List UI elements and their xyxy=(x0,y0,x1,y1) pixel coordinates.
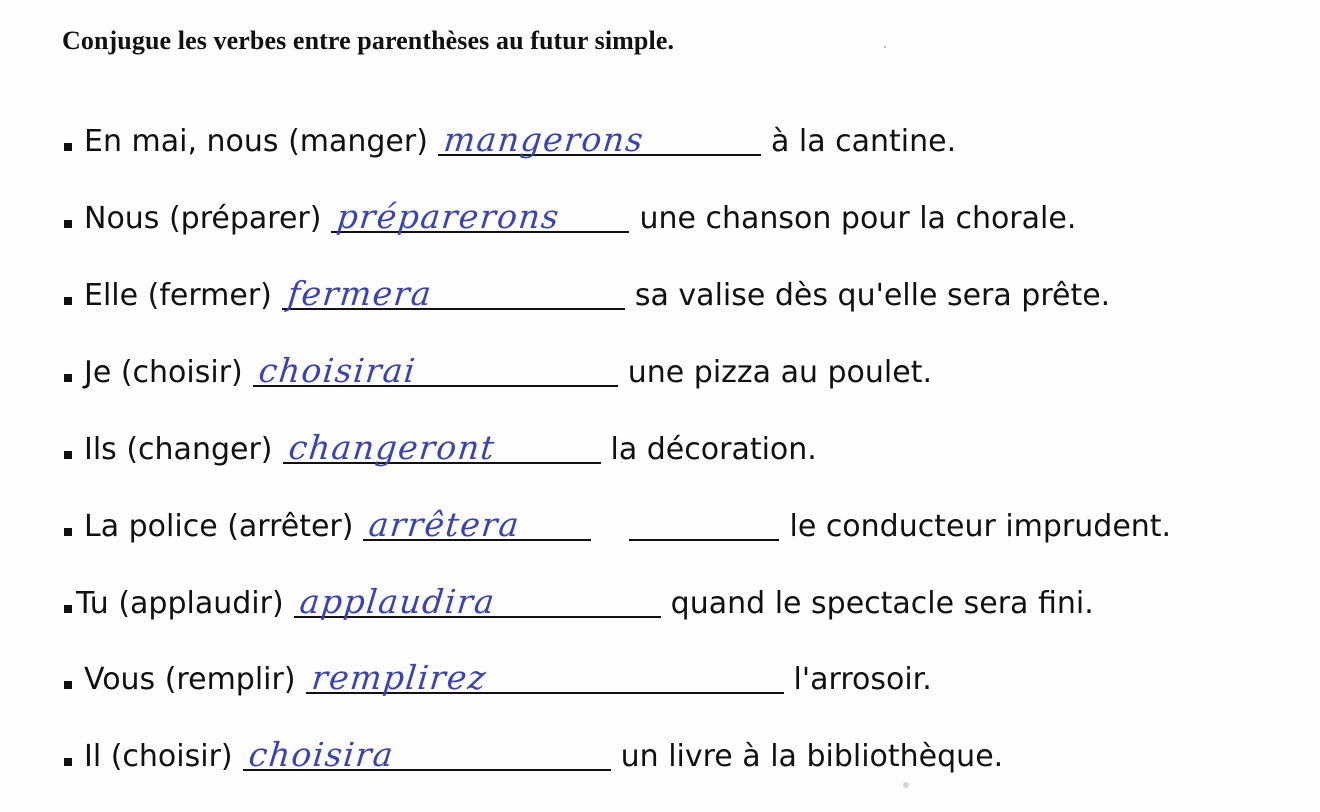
sentence-start: Ils (changer) xyxy=(84,432,273,467)
sentence-start: Vous (remplir) xyxy=(84,662,296,697)
answer-blank[interactable] xyxy=(306,644,784,697)
exercise-item xyxy=(64,562,1094,622)
exercise-item xyxy=(64,331,932,391)
sentence-start: La police (arrêter) xyxy=(84,509,354,544)
sentence-end: une pizza au poulet. xyxy=(627,355,932,390)
handwritten-answer: mangerons xyxy=(441,120,647,159)
scan-speck xyxy=(903,782,909,788)
sentence-end: à la cantine. xyxy=(770,124,957,159)
bullet-icon xyxy=(64,528,72,536)
handwritten-answer: fermera xyxy=(285,274,435,313)
answer-blank[interactable] xyxy=(283,414,601,467)
exercise-item xyxy=(64,485,1171,545)
sentence-end: l'arrosoir. xyxy=(793,662,932,697)
bullet-icon xyxy=(64,220,72,228)
sentence-start: Elle (fermer) xyxy=(84,278,272,313)
sentence-end: quand le spectacle sera fini. xyxy=(670,586,1094,621)
bullet-icon xyxy=(64,681,72,689)
answer-blank[interactable] xyxy=(282,260,625,313)
sentence-start: Il (choisir) xyxy=(84,739,233,774)
handwritten-answer: applaudira xyxy=(297,582,498,621)
exercise-item xyxy=(64,638,932,698)
bullet-icon xyxy=(64,451,72,459)
handwritten-answer: choisira xyxy=(246,735,396,774)
handwritten-answer: remplirez xyxy=(309,658,489,697)
exercise-instruction: Conjugue les verbes entre parenthèses au futur simple. xyxy=(62,26,675,55)
sentence-start: Je (choisir) xyxy=(84,355,243,390)
sentence-end: une chanson pour la chorale. xyxy=(639,201,1077,236)
sentence-start: Tu (applaudir) xyxy=(76,586,284,621)
exercise-item xyxy=(64,177,1076,237)
answer-blank[interactable] xyxy=(243,721,611,774)
exercise-item xyxy=(64,100,956,160)
exercise-item xyxy=(64,408,817,468)
sentence-end: un livre à la bibliothèque. xyxy=(620,739,1004,774)
bullet-icon xyxy=(64,605,72,613)
answer-blank[interactable] xyxy=(363,491,591,544)
answer-blank-extension[interactable] xyxy=(629,491,779,541)
handwritten-answer: choisirai xyxy=(256,351,418,390)
sentence-end: la décoration. xyxy=(610,432,817,467)
exercise-item xyxy=(64,254,1110,314)
sentence-end: sa valise dès qu'elle sera prête. xyxy=(634,278,1111,313)
answer-blank[interactable] xyxy=(253,337,618,390)
handwritten-answer: changeront xyxy=(286,428,498,467)
answer-blank[interactable] xyxy=(294,568,661,621)
bullet-icon xyxy=(64,374,72,382)
handwritten-answer: arrêtera xyxy=(367,505,523,544)
answer-blank[interactable] xyxy=(331,183,629,236)
exercise-item xyxy=(64,715,1003,775)
scan-speck xyxy=(884,46,886,48)
bullet-icon xyxy=(64,758,72,766)
sentence-end: le conducteur imprudent. xyxy=(789,509,1172,544)
bullet-icon xyxy=(64,297,72,305)
sentence-start: En mai, nous (manger) xyxy=(84,124,428,159)
sentence-start: Nous (préparer) xyxy=(84,201,322,236)
answer-blank[interactable] xyxy=(438,106,761,159)
handwritten-answer: préparerons xyxy=(335,197,563,236)
bullet-icon xyxy=(64,143,72,151)
